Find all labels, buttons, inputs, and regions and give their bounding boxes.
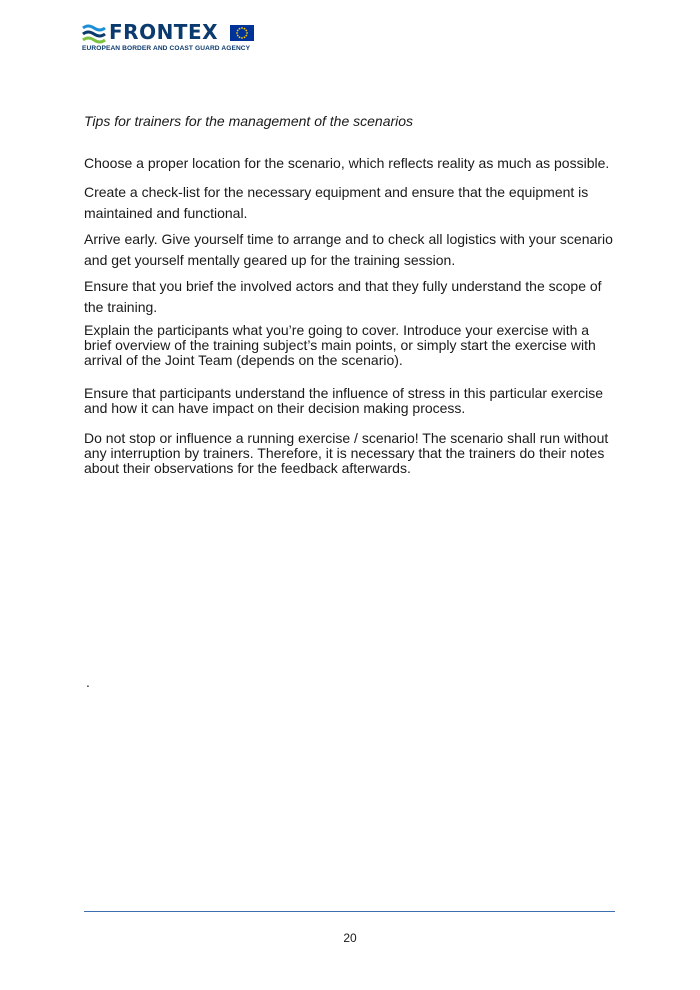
frontex-wordmark: FRONTEX [109, 20, 219, 44]
eu-flag-icon [230, 25, 254, 41]
section-heading: Tips for trainers for the management of the scenarios [84, 113, 414, 129]
frontex-logo [82, 22, 272, 58]
tips-list [84, 154, 620, 476]
tip-paragraph: Create a check-list for the necessary equipment and ensure that the equipment is maintained and functional. [84, 184, 589, 221]
page-number: 20 [343, 931, 357, 945]
stray-period: . [86, 674, 90, 690]
tip-paragraph: Do not stop or influence a running exercise / scenario! The scenario shall run without any interruption by trainers. Therefore, it is necessary that the trainers do their notes about their observations for the feedback afterwards. [84, 430, 609, 476]
tip-paragraph: Ensure that you brief the involved actors and that they fully understand the scope of the training. [84, 278, 602, 315]
tip-paragraph: Arrive early. Give yourself time to arrange and to check all logistics with your scenario and get yourself mentally geared up for the training session. [84, 231, 613, 268]
tip-paragraph: Explain the participants what you’re going to cover. Introduce your exercise with a brief overview of the training subject’s main points, or simply start the exercise with arrival of the Joint Team (depends on the scenario). [84, 322, 596, 368]
tip-paragraph: Choose a proper location for the scenario, which reflects reality as much as possible. [84, 155, 610, 171]
tip-paragraph: Ensure that participants understand the influence of stress in this particular exercise and how it can have impact on their decision making process. [84, 385, 604, 416]
agency-name: EUROPEAN BORDER AND COAST GUARD AGENCY [82, 45, 251, 52]
footer-divider [84, 911, 615, 912]
frontex-waves-icon [82, 24, 106, 44]
